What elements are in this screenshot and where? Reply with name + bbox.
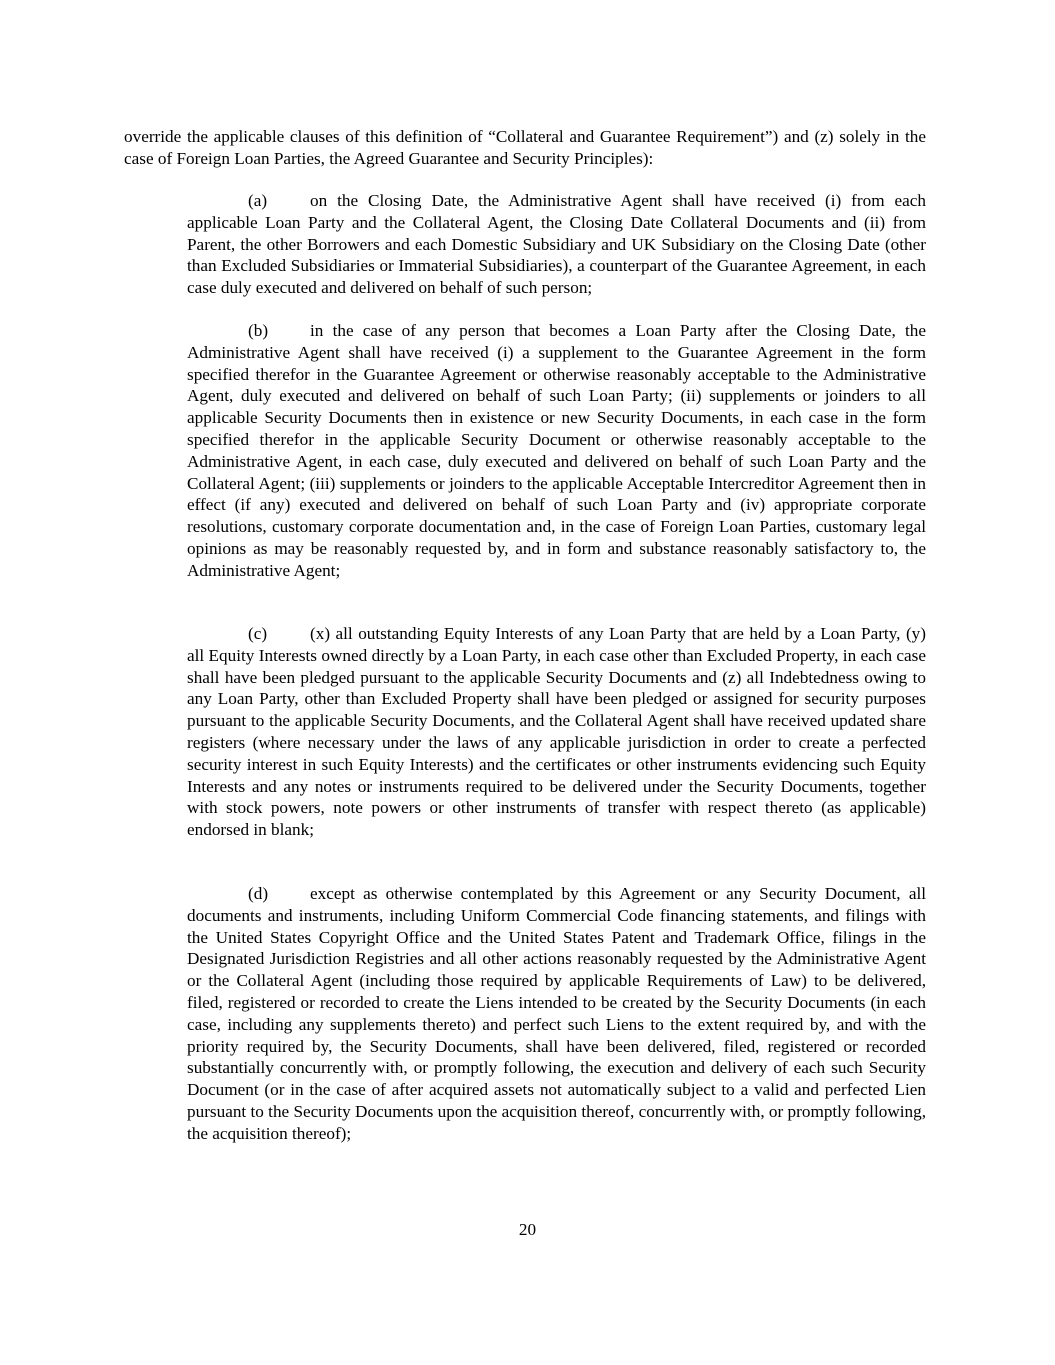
clause-c-text: (x) all outstanding Equity Interests of any Loan Party that are held by a Loan Party, (y) all Equity Interests owned directly by a Loan Party, in each case other than Excluded Property, in each case shall have been pledged pursuant to the applicable Security Documents and (z) all Indebtedness owing to any Loan Party, other than Excluded Property shall have been pledged or assigned for security purposes pursuant to the applicable Security Documents, and the Collateral Agent shall have received updated share registers (where necessary under the laws of any applicable jurisdiction in order to create a perfected security interest in such Equity Interests) and the certificates or other instruments evidencing such Equity Interests and any notes or instruments required to be delivered under the Security Documents, together with stock powers, note powers or other instruments of transfer with respect thereto (as applicable) endorsed in blank; — [187, 624, 926, 840]
clause-b-label: (b) — [248, 321, 269, 340]
clause-a-text: on the Closing Date, the Administrative Agent shall have received (i) from each applicable Loan Party and the Collateral Agent, the Closing Date Collateral Documents and (ii) from Parent, the other Borrowers and each Domestic Subsidiary and UK Subsidiary on the Closing Date (other than Excluded Subsidiaries or Immaterial Subsidiaries), a counterpart of the Guarantee Agreement, in each case duly executed and delivered on behalf of such person; — [187, 191, 926, 298]
clause-d — [187, 883, 926, 1145]
page-number: 20 — [518, 1220, 537, 1239]
clause-a-label: (a) — [248, 191, 268, 210]
clause-a — [187, 190, 926, 299]
clause-c-label: (c) — [248, 624, 268, 643]
clause-d-label: (d) — [248, 884, 269, 903]
clause-b-text: in the case of any person that becomes a Loan Party after the Closing Date, the Administrative Agent shall have received (i) a supplement to the Guarantee Agreement in the form specified therefor in the Guarantee Agreement or otherwise reasonably acceptable to the Administrative Agent, duly executed and delivered on behalf of such Loan Party; (ii) supplements or joinders to all applicable Security Documents then in existence or new Security Documents, in each case in the form specified therefor in the applicable Security Document or otherwise reasonably acceptable to the Administrative Agent, in each case, duly executed and delivered on behalf of such Loan Party and the Collateral Agent; (iii) supplements or joinders to the applicable Acceptable Intercreditor Agreement then in effect (if any) executed and delivered on behalf of such Loan Party and (iv) appropriate corporate resolutions, customary corporate documentation and, in the case of Foreign Loan Parties, customary legal opinions as may be reasonably requested by, and in form and substance reasonably satisfactory to, the Administrative Agent; — [187, 321, 926, 580]
clause-b — [187, 320, 926, 582]
clause-c — [187, 623, 926, 841]
intro-paragraph: override the applicable clauses of this definition of “Collateral and Guarantee Requirement”) and (z) solely in the case of Foreign Loan Parties, the Agreed Guarantee and Security Principles): — [124, 127, 926, 168]
clause-d-text: except as otherwise contemplated by this Agreement or any Security Document, all documents and instruments, including Uniform Commercial Code financing statements, and filings with the United States Copyright Office and the United States Patent and Trademark Office, filings in the Designated Jurisdiction Registries and all other actions reasonably requested by the Administrative Agent or the Collateral Agent (including those required by applicable Requirements of Law) to be delivered, filed, registered or recorded to create the Liens intended to be created by the Security Documents (in each case, including any supplements thereto) and perfect such Liens to the extent required by, and with the priority required by, the Security Documents, shall have been delivered, filed, registered or recorded substantially concurrently with, or promptly following, the execution and delivery of each such Security Document (or in the case of after acquired assets not automatically subject to a valid and perfected Lien pursuant to the Security Documents upon the acquisition thereof, concurrently with, or promptly following, the acquisition thereof); — [187, 884, 926, 1143]
